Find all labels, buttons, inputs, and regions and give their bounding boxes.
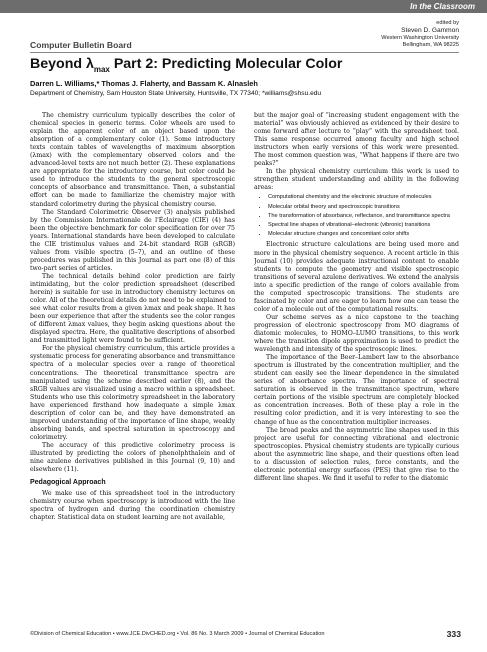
article-affiliation: Department of Chemistry, Sam Houston State University, Huntsville, TX 77340; *williams@shsu.edu [30,90,322,97]
bullet-item: • The transformation of absorbance, reflectance, and transmittance spectra [268,213,459,220]
paragraph: The Standard Colorimetric Observer (3) analysis published by the Commission Internationale de l'Éclairage (CIE) (4) has been the objective benchmark for color specification for over 75 years. International standards have been developed to calculate the CIE tristimulus values and 24-bit standard RGB (sRGB) values from visible spectra (5–7), and an outline of these procedures was published in this Journal as part one (8) of this two-part series of articles. [30,208,235,272]
paragraph: The technical details behind color prediction are fairly intimidating, but the color prediction spreadsheet (described herein) is suitable for use in introductory chemistry lectures on color. All of the theoretical details do not need to be explained to see what color results from a given λmax and peak shape. It has been our experience that after the students see the color ranges of different λmax values, they begin asking questions about the displayed spectra. Here, the qualitative descriptions of absorbed and transmitted light were found to be sufficient. [30,272,235,345]
section-label: In the Classroom [410,2,475,11]
editor-name: Steven D. Gammon [401,27,459,35]
footer-citation: ©Division of Chemical Education • www.JCE.DivCHED.org • Vol. 86 No. 3 March 2009 • Journal of Chemical Education [30,631,325,637]
page-footer [30,631,459,637]
paragraph: For the physical chemistry curriculum, this article provides a systematic process for generating absorbance and transmittance spectra of a molecular species over a range of theoretical concentrations. The theoretical transmittance spectra are manipulated using the scheme described earlier (8), and the sRGB values are visualized using a macro within a spreadsheet. Students who use this colorimetry spreadsheet in the laboratory have experienced firsthand how inadequate a simple λmax description of color can be, and they have demonstrated an improved understanding of the importance of line shape, weakly absorbing bands, and spectral saturation in spectroscopy and colorimetry. [30,345,235,441]
bullet-item: • Computational chemistry and the electronic structure of molecules [268,194,459,201]
editor-line-1: edited by [436,20,459,26]
article-title: Beyond $\lambda_{max}$ Part 2: Predicting Molecular Color [30,56,343,74]
bullet-item: • Spectral line shapes of vibrational–electronic (vibronic) transitions [268,222,459,229]
left-column [30,112,235,620]
paragraph: The importance of the Beer–Lambert law to the absorbance spectrum is illustrated by the concentration multiplier, and the student can easily see the linear dependence in the simulated series of absorbance spectra. The importance of spectral saturation is observed in the transmittance spectrum, where certain portions of the visible spectrum are completely blocked as concentration increases. Both of these play a role in the resulting color prediction, and it is very interesting to see the change of hue as the concentration multiplier increases. [254,354,459,426]
editor-location: Bellingham, WA 98225 [402,42,459,49]
section-banner [0,0,487,13]
bullet-item: • Molecular structure changes and concomitant color shifts [268,231,459,238]
page-number: 333 [446,629,461,639]
paragraph: The broad peaks and the asymmetric line shapes used in this project are useful for connecting vibrational and electronic spectroscopies. Physical chemistry students are typically curious about the asymmetric line shape, and their questions often lead to a discussion of selection rules, force constants, and the electronic potential energy surfaces (PES) that give rise to the different line shapes. We find it useful to refer to the diatomic [254,426,459,482]
paragraph: In the physical chemistry curriculum this work is used to strengthen student understanding and ability in the following areas: [254,168,459,192]
editor-affiliation: Western Washington University [381,34,459,41]
paragraph: We make use of this spreadsheet tool in the introductory chemistry course when spectroscopy is introduced with the line spectra of hydrogen and during the coordination chemistry chapter. Statistical data on student learning are not available, [30,490,235,522]
right-column [254,112,459,620]
editor-credit [381,20,459,50]
bullet-item: • Molecular orbital theory and spectroscopic transitions [268,204,459,211]
title-subscript: max [93,64,110,74]
paragraph: The accuracy of this predictive colorimetry process is illustrated by predicting the colors of phenolphthalein and of nine azulene derivatives published in this Journal (9, 10) and elsewhere (11). [30,441,235,474]
bullet-list [254,194,459,238]
section-heading: Pedagogical Approach [30,479,106,487]
article-authors: Darren L. Williams,* Thomas J. Flaherty, and Bassam K. Alnasleh [30,79,258,88]
paragraph: but the major goal of “increasing student engagement with the material” was obviously achieved as evidenced by their desire to come forward after lecture to “play” with the spreadsheet tool. This same response occurred among faculty and high school instructors when early versions of this work were presented. The most common question was, “What happens if there are two peaks?” [254,112,459,168]
paragraph: Electronic structure calculations are being used more and more in the physical chemistry sequence. A recent article in this Journal (10) provides adequate instructional content to enable students to compute the geometry and visible spectroscopic transitions of several azulene derivatives. We extend the analysis into a specific prediction of the range of colors available from the computed spectroscopic transitions. The students are fascinated by color and are eager to learn how one can tease the color of a molecule out of the computational results. [254,241,459,313]
paragraph: The chemistry curriculum typically describes the color of chemical species in generic terms. Color wheels are used to explain the apparent color of an object based upon the absorption of a complementary color (1). Some introductory texts contain tables of wavelengths of maximum absorption (λmax) with the complementary observed colors and the advanced-level texts are not much better (2). These explanations are appropriate for the introductory course, but color could be used to introduce the students to the general spectroscopic concepts of absorbance and transmittance. Then, a substantial effort can be made to familiarize the chemistry major with standard colorimetry during the physical chemistry course. [30,112,235,208]
column-name: Computer Bulletin Board [30,40,132,50]
paragraph: Our scheme serves as a nice capstone to the teaching progression of electronic spectroscopy from MO diagrams of diatomic molecules, to HOMO–LUMO transitions, to this work where the transition dipole approximation is used to predict the wavelength and intensity of the spectroscopic lines. [254,313,459,354]
header-divider [30,52,459,53]
